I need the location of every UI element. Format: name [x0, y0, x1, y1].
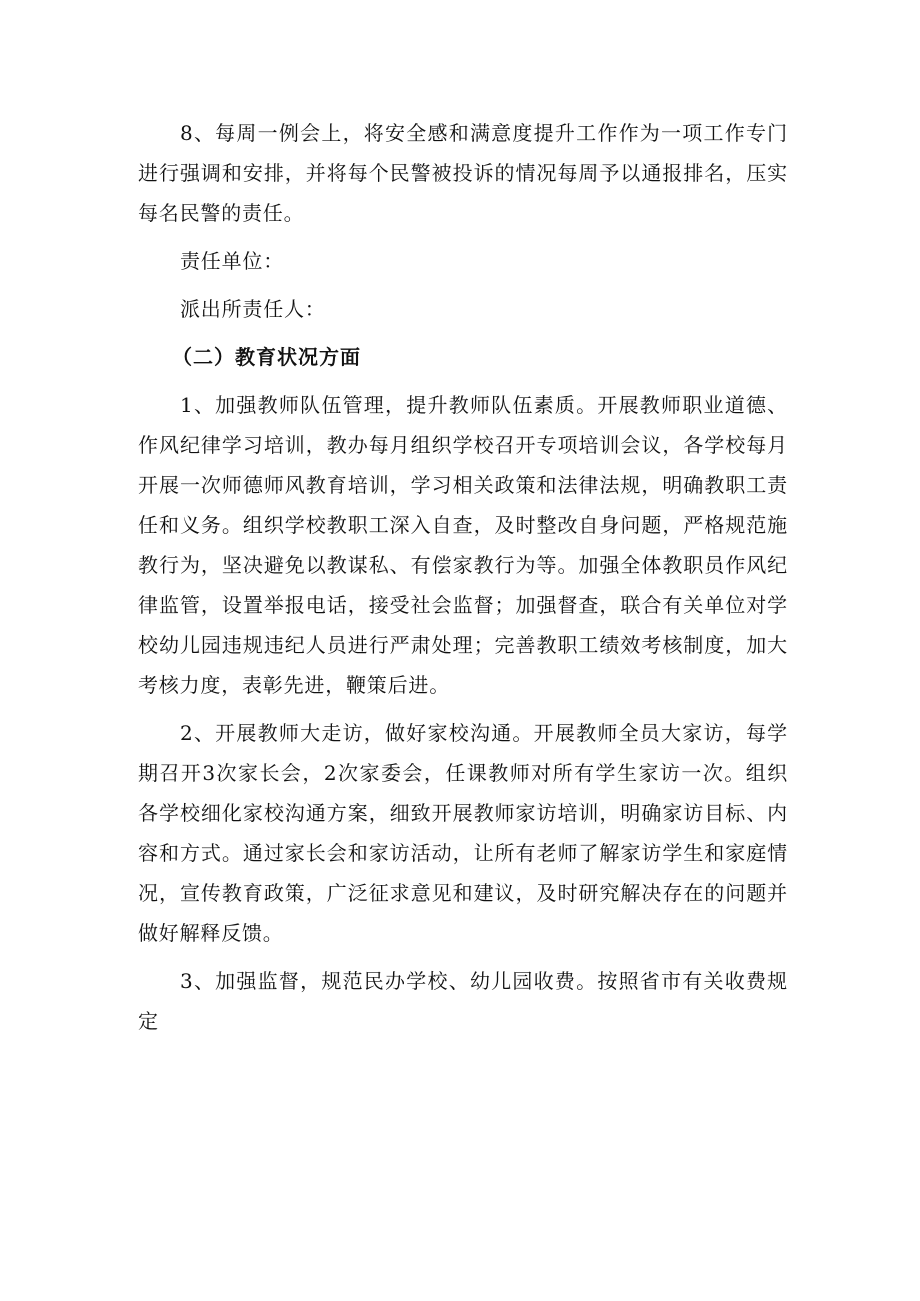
paragraph-education-3: 3、加强监督，规范民办学校、幼儿园收费。按照省市有关收费规定: [138, 969, 788, 1033]
section-heading: （二）教育状况方面: [172, 345, 361, 369]
paragraph-item-8: 8、每周一例会上，将安全感和满意度提升工作作为一项工作专门进行强调和安排，并将每个民警被投诉的情况每周予以通报排名，压实每名民警的责任。: [138, 121, 788, 225]
document-page: [138, 113, 788, 1041]
paragraph-responsible-unit: 责任单位：: [180, 249, 284, 273]
paragraph-education-2: 2、开展教师大走访，做好家校沟通。开展教师全员大家访，每学期召开3次家长会，2次家委会，任课教师对所有学生家访一次。组织各学校细化家校沟通方案，细致开展教师家访培训，明确家访目标、内容和方式。通过家长会和家访活动，让所有老师了解家访学生和家庭情况，宣传教育政策，广泛征求意见和建议，及时研究解决存在的问题并做好解释反馈。: [138, 721, 788, 945]
paragraph-education-1: 1、加强教师队伍管理，提升教师队伍素质。开展教师职业道德、作风纪律学习培训，教办每月组织学校召开专项培训会议，各学校每月开展一次师德师风教育培训，学习相关政策和法律法规，明确教职工责任和义务。组织学校教职工深入自查，及时整改自身问题，严格规范施教行为，坚决避免以教谋私、有偿家教行为等。加强全体教职员作风纪律监管，设置举报电话，接受社会监督；加强督查，联合有关单位对学校幼儿园违规违纪人员进行严肃处理；完善教职工绩效考核制度，加大考核力度，表彰先进，鞭策后进。: [138, 393, 788, 697]
paragraph-station-chief: 派出所责任人：: [180, 297, 326, 321]
